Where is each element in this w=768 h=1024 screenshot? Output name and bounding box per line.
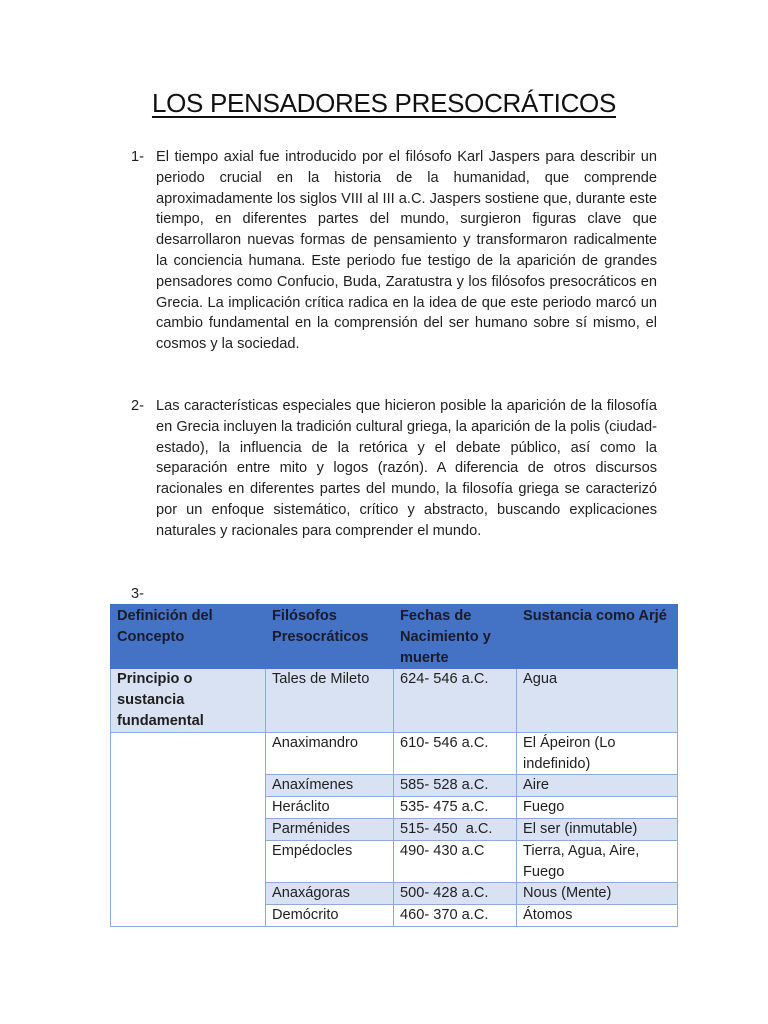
table-row bbox=[111, 732, 678, 775]
philosopher-cell: Anaxágoras bbox=[266, 883, 394, 905]
list-item-1 bbox=[131, 147, 657, 355]
list-item-2 bbox=[131, 396, 657, 542]
presocratics-table bbox=[110, 604, 678, 927]
list-item-number: 2- bbox=[131, 398, 144, 414]
substance-cell: Tierra, Agua, Aire, Fuego bbox=[517, 840, 678, 883]
substance-cell: Aire bbox=[517, 775, 678, 797]
substance-cell: Átomos bbox=[517, 905, 678, 927]
list-item-text: El tiempo axial fue introducido por el filósofo Karl Jaspers para describir un periodo crucial en la historia de la humanidad, que comprende aproximadamente los siglos VIII al III a.C. Jaspers sostiene que, durante este tiempo, en diferentes partes del mundo, surgieron figuras clave que desarrollaron nuevas formas de pensamiento y transformaron radicalmente la conciencia humana. Este periodo fue testigo de la aparición de grandes pensadores como Confucio, Buda, Zaratustra y los filósofos presocráticos en Grecia. La implicación crítica radica en la idea de que este periodo marcó un cambio fundamental en la comprensión del ser humano sobre sí mismo, el cosmos y la sociedad. bbox=[156, 149, 657, 353]
philosopher-cell: Tales de Mileto bbox=[266, 669, 394, 732]
header-dates: Fechas de Nacimiento y muerte bbox=[394, 605, 517, 669]
header-philosophers: Filósofos Presocráticos bbox=[266, 605, 394, 669]
header-substance: Sustancia como Arjé bbox=[517, 605, 678, 669]
list-item-text: Las características especiales que hicieron posible la aparición de la filosofía en Grecia incluyen la tradición cultural griega, la aparición de la polis (ciudad-estado), la influencia de la retórica y el debate público, así como la separación entre mito y logos (razón). A diferencia de otros discursos racionales en diferentes partes del mundo, la filosofía griega se caracterizó por un enfoque sistemático, crítico y abstracto, buscando explicaciones naturales y racionales para comprender el mundo. bbox=[156, 398, 657, 539]
dates-cell: 460- 370 a.C. bbox=[394, 905, 517, 927]
philosopher-cell: Demócrito bbox=[266, 905, 394, 927]
substance-cell: Fuego bbox=[517, 797, 678, 819]
substance-cell: Nous (Mente) bbox=[517, 883, 678, 905]
philosopher-cell: Heráclito bbox=[266, 797, 394, 819]
table-row bbox=[111, 669, 678, 732]
dates-cell: 624- 546 a.C. bbox=[394, 669, 517, 732]
list-item-number: 1- bbox=[131, 149, 144, 165]
dates-cell: 610- 546 a.C. bbox=[394, 732, 517, 775]
dates-cell: 535- 475 a.C. bbox=[394, 797, 517, 819]
concept-cell: Principio o sustancia fundamental bbox=[111, 669, 266, 732]
empty-concept-cell bbox=[111, 732, 266, 926]
list-item-3-number: 3- bbox=[131, 586, 144, 602]
substance-cell: Agua bbox=[517, 669, 678, 732]
dates-cell: 585- 528 a.C. bbox=[394, 775, 517, 797]
header-concept: Definición del Concepto bbox=[111, 605, 266, 669]
philosopher-cell: Parménides bbox=[266, 818, 394, 840]
dates-cell: 515- 450 a.C. bbox=[394, 818, 517, 840]
philosopher-cell: Empédocles bbox=[266, 840, 394, 883]
substance-cell: El Ápeiron (Lo indefinido) bbox=[517, 732, 678, 775]
philosopher-cell: Anaxímenes bbox=[266, 775, 394, 797]
dates-cell: 500- 428 a.C. bbox=[394, 883, 517, 905]
dates-cell: 490- 430 a.C bbox=[394, 840, 517, 883]
philosopher-cell: Anaximandro bbox=[266, 732, 394, 775]
page-title: LOS PENSADORES PRESOCRÁTICOS bbox=[151, 88, 617, 118]
substance-cell: El ser (inmutable) bbox=[517, 818, 678, 840]
table-header-row bbox=[111, 605, 678, 669]
